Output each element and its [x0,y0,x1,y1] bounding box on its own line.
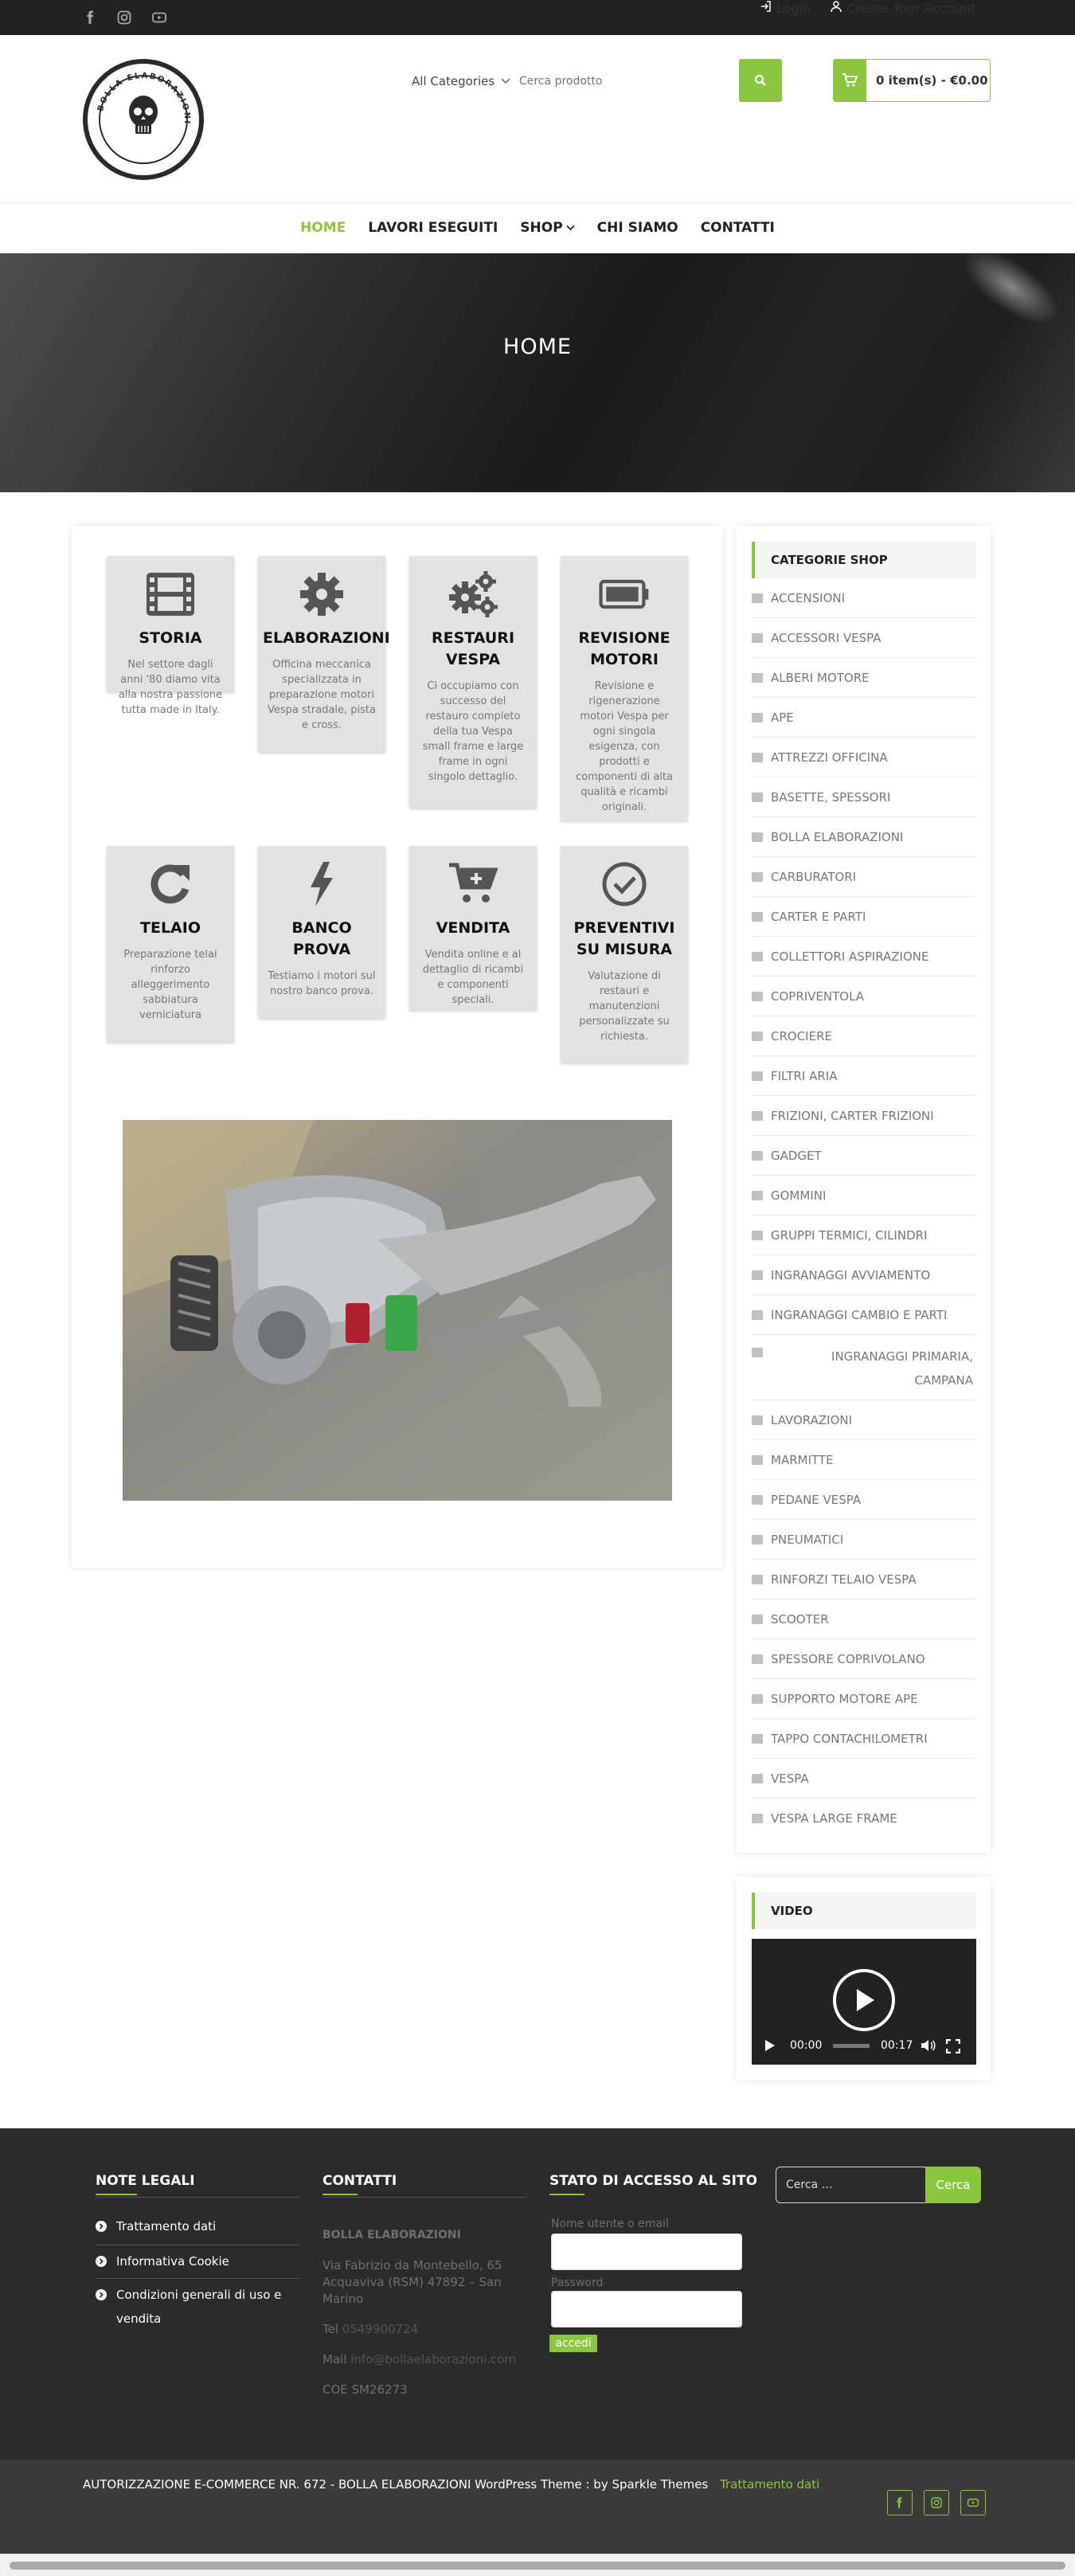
category-label: MARMITTE [771,1452,834,1467]
category-label: LAVORAZIONI [771,1412,853,1427]
logo-ring-text [88,64,199,175]
category-label: ATTREZZI OFFICINA [771,750,888,765]
sidebar-category-item[interactable] [752,1016,976,1056]
folder-icon [752,1495,763,1505]
chevron-down-icon [501,78,510,84]
nav-label: CONTATTI [700,220,775,236]
privacy-link[interactable]: Trattamento dati [720,2477,820,2492]
sidebar-category-item[interactable] [752,817,976,857]
sidebar-categories-title: CATEGORIE SHOP [752,542,976,578]
footer-search-input[interactable]: Cerca … [776,2167,933,2203]
feature-storia[interactable] [107,556,234,716]
sidebar-category-item[interactable] [752,1679,976,1719]
folder-icon [752,1415,763,1425]
folder-icon [752,832,763,842]
category-select-value: All Categories [412,74,495,88]
footer-divider [322,2197,526,2198]
footer-link-label: Trattamento dati [116,2219,217,2233]
category-label: GOMMINI [771,1188,827,1203]
bottom-bar [0,2460,1075,2554]
footer-email [322,2351,516,2368]
feature-preventivi[interactable] [561,846,688,1063]
sidebar-category-item[interactable] [752,578,976,618]
category-label: TAPPO CONTACHILOMETRI [771,1731,928,1746]
category-label: APE [771,710,794,725]
footer-facebook-icon[interactable] [887,2490,913,2515]
footer-link-condizioni-generali[interactable] [96,2283,299,2331]
feature-title: PREVENTIVI SU MISURA [573,919,675,958]
sidebar-category-item[interactable] [752,1255,976,1295]
chevron-circle-right-icon [96,2289,107,2300]
user-icon [830,0,842,13]
sidebar-category-item[interactable] [752,1056,976,1096]
footer-coe: COE SM26273 [322,2382,408,2397]
category-label: VESPA [771,1771,809,1786]
username-label: Nome utente o email [551,2218,669,2230]
feature-description: Ci occupiamo con successo del restauro completo della tua Vespa small frame e large frame in ogni singolo dettaglio. [422,680,524,783]
folder-icon [752,1575,763,1584]
footer-divider [96,2278,299,2279]
sidebar-category-item[interactable] [752,1136,976,1176]
feature-telaio[interactable] [107,846,234,1042]
phone-number[interactable]: 0549900724 [342,2322,419,2336]
page-title: HOME [503,335,572,359]
battery-icon [599,570,650,618]
password-input[interactable] [551,2291,742,2327]
feature-revisione-motori[interactable] [561,556,688,820]
facebook-icon[interactable] [83,10,99,25]
main-nav [0,215,1075,241]
sidebar-category-item[interactable] [752,1560,976,1599]
film-icon [145,570,196,618]
fullscreen-icon[interactable] [946,2039,960,2053]
feature-title: STORIA [139,629,202,647]
feature-title: TELAIO [140,919,201,937]
copyright-text [83,2477,819,2492]
sidebar-category-item[interactable] [752,1295,976,1335]
footer-contacts-title: CONTATTI [322,2173,397,2189]
footer-heading-underline [549,2194,584,2195]
feature-elaborazioni[interactable] [258,556,390,752]
gear-icon [296,570,347,618]
folder-icon [752,1111,763,1121]
gears-icon [448,570,498,618]
video-widget-title: VIDEO [752,1893,976,1929]
folder-icon [752,1071,763,1081]
nav-item-contatti[interactable] [701,215,775,241]
feature-description: Valutazione di restauri e manutenzioni personalizzate su richiesta. [579,970,670,1043]
sidebar-category-item[interactable] [752,738,976,777]
instagram-icon[interactable] [116,10,132,25]
folder-icon [752,912,763,922]
folder-icon [752,1654,763,1664]
login-link[interactable] [760,0,811,16]
sidebar-category-item[interactable] [752,1799,976,1838]
password-label: Password [551,2277,604,2289]
category-select[interactable] [412,70,515,92]
sidebar-category-item[interactable] [752,618,976,658]
sidebar-category-item[interactable] [752,1216,976,1255]
sidebar-category-item[interactable] [752,937,976,977]
vespa-frame-photo [123,1120,672,1501]
category-label: INGRANAGGI PRIMARIA, CAMPANA [831,1349,973,1388]
footer-instagram-icon[interactable] [924,2490,949,2515]
sidebar-category-item[interactable] [752,1400,976,1440]
folder-icon [752,1231,763,1240]
feature-title: ELABORAZIONI [263,629,390,647]
folder-icon [752,1615,763,1624]
footer-search-button[interactable]: Cerca [925,2167,981,2203]
category-label: INGRANAGGI AVVIAMENTO [771,1267,931,1282]
nav-label: SHOP [520,220,563,236]
login-icon [760,0,772,13]
category-label: PNEUMATICI [771,1532,844,1547]
footer-phone [322,2321,418,2338]
folder-icon [752,753,763,762]
folder-icon [752,1535,763,1544]
category-label: CARBURATORI [771,869,857,884]
chevron-down-icon [566,225,575,231]
volume-icon[interactable] [921,2039,936,2052]
folder-icon [752,1032,763,1041]
folder-icon [752,1694,763,1704]
footer-divider [96,2197,299,2198]
play-icon [852,1987,876,2014]
footer-company-name: BOLLA ELABORAZIONI [322,2229,461,2241]
category-label: FILTRI ARIA [771,1068,838,1083]
category-label: ACCESSORI VESPA [771,630,882,645]
cart-button[interactable] [833,59,991,102]
folder-icon [752,1151,763,1161]
check-circle-icon [599,860,650,908]
sidebar-category-item[interactable] [752,1520,976,1560]
video-play-overlay[interactable] [833,1969,895,2031]
nav-item-shop[interactable] [520,215,574,241]
sidebar-category-item[interactable] [752,1639,976,1679]
feature-restauri-vespa[interactable] [409,556,537,808]
sidebar-category-item[interactable] [752,1719,976,1759]
category-label: GRUPPI TERMICI, CILINDRI [771,1227,928,1243]
feature-description: Nel settore dagli anni '80 diamo vita alla nostra passione tutta made in Italy. [118,659,223,716]
feature-title: RESTAURI VESPA [431,629,515,668]
footer-link-label: Informativa Cookie [116,2254,229,2269]
folder-icon [752,713,763,722]
category-label: SPESSORE COPRIVOLANO [771,1651,925,1666]
folder-icon [752,1348,763,1357]
nav-divider [0,202,1075,203]
phone-label: Tel [322,2322,339,2336]
nav-item-chi-siamo[interactable] [597,215,678,241]
footer-youtube-icon[interactable] [960,2490,986,2515]
feature-title: VENDITA [436,919,510,937]
sidebar-category-item[interactable] [752,1440,976,1480]
youtube-icon[interactable] [151,10,167,25]
category-label: SUPPORTO MOTORE APE [771,1691,918,1706]
folder-icon [752,1310,763,1320]
folder-icon [752,593,763,603]
chevron-circle-right-icon [96,2221,107,2232]
feature-description: Testiamo i motori sul nostro banco prova. [268,970,376,997]
category-label: FRIZIONI, CARTER FRIZIONI [771,1108,934,1123]
feature-banco-prova[interactable] [258,846,385,1018]
sidebar-category-item[interactable] [752,698,976,738]
folder-icon [752,793,763,802]
folder-icon [752,1455,763,1465]
folder-icon [752,872,763,882]
cart-icon [833,59,866,102]
folder-icon [752,633,763,643]
sidebar-category-item[interactable] [752,897,976,937]
category-label: CROCIERE [771,1028,832,1043]
category-label: PEDANE VESPA [771,1492,862,1507]
create-account-link[interactable] [830,0,975,16]
category-label: GADGET [771,1148,822,1163]
video-progress-bar[interactable] [833,2044,870,2048]
chevron-circle-right-icon [96,2256,107,2267]
category-label: SCOOTER [771,1611,829,1627]
refresh-icon [145,860,196,908]
footer-link-trattamento-dati[interactable] [96,2214,216,2238]
nav-label: CHI SIAMO [596,220,678,236]
nav-item-lavori-eseguiti[interactable] [368,215,498,241]
search-input[interactable] [519,62,739,100]
category-label: VESPA LARGE FRAME [771,1811,897,1826]
scrollbar-thumb[interactable] [10,2562,1065,2570]
login-label: Login [776,1,811,16]
category-label: CARTER E PARTI [771,909,866,924]
category-label: BOLLA ELABORAZIONI [771,829,904,844]
sidebar-category-item[interactable] [752,1096,976,1136]
category-label: BASETTE, SPESSORI [771,789,891,805]
category-label: RINFORZI TELAIO VESPA [771,1572,917,1587]
cart-plus-icon [448,860,498,908]
feature-description: Officina meccanica specializzata in preparazione motori Vespa stradale, pista e cross. [268,659,376,731]
sidebar-category-item[interactable] [752,777,976,817]
category-label: COLLETTORI ASPIRAZIONE [771,949,929,964]
feature-vendita[interactable] [409,846,537,1010]
folder-icon [752,952,763,961]
category-label: INGRANAGGI CAMBIO E PARTI [771,1307,948,1322]
svg-text:BOLLA ELABORAZIONI [96,72,191,126]
folder-icon [752,1814,763,1823]
search-button[interactable] [739,59,782,102]
feature-description: Preparazione telai rinforzo alleggerimento sabbiatura verniciatura [123,949,217,1021]
login-submit-button[interactable]: accedi [549,2335,597,2352]
folder-icon [752,1734,763,1744]
folder-icon [752,1270,763,1280]
feature-description: Vendita online e al dettaglio di ricambi e componenti speciali. [422,949,524,1006]
create-account-label: Create Your Account [846,1,976,16]
nav-item-home[interactable] [300,215,346,241]
footer-address: Via Fabrizio da Montebello, 65 Acquaviva (RSM) 47892 – San Marino [322,2258,502,2306]
logo-text: BOLLA ELABORAZIONI [96,71,192,126]
category-label: COPRIVENTOLA [771,989,865,1004]
footer-legal-title: NOTE LEGALI [96,2173,195,2189]
username-input[interactable] [551,2233,742,2270]
footer-heading-underline [96,2194,137,2195]
nav-label: HOME [300,220,346,236]
folder-icon [752,673,763,683]
feature-description: Revisione e rigenerazione motori Vespa per ogni singola esigenza, con prodotti e componenti di alta qualità e ricambi originali. [576,680,673,813]
sidebar-category-item[interactable] [752,658,976,698]
sidebar-category-item[interactable] [752,1176,976,1216]
video-duration: 00:17 [881,2039,913,2052]
copyright-label: AUTORIZZAZIONE E-COMMERCE NR. 672 - BOLLA ELABORAZIONI WordPress Theme : by Sparkle Themes [83,2477,709,2492]
sidebar-category-item[interactable] [752,1599,976,1639]
play-button-icon[interactable] [764,2039,776,2052]
category-label: ACCENSIONI [771,590,846,605]
feature-title: REVISIONE MOTORI [578,629,670,668]
sidebar-category-item[interactable] [752,1759,976,1799]
sidebar-category-item[interactable] [752,857,976,897]
folder-icon [752,1774,763,1783]
folder-icon [752,992,763,1001]
sidebar-category-item[interactable] [752,977,976,1016]
sidebar-category-item[interactable] [752,1335,976,1400]
category-label: ALBERI MOTORE [771,670,870,685]
search-icon [754,74,767,87]
nav-label: LAVORI ESEGUITI [368,220,498,236]
cart-summary: 0 item(s) - €0.00 [876,73,988,88]
footer-heading-underline [322,2194,358,2195]
footer-link-informativa-cookie[interactable] [96,2249,229,2273]
email-link[interactable]: info@bollaelaborazioni.com [350,2352,516,2367]
bolt-icon [296,860,347,908]
page-banner [0,253,1075,492]
mail-label: Mail [322,2352,347,2367]
footer-link-label: Condizioni generali di uso e vendita [116,2288,282,2326]
footer-login-title: STATO DI ACCESSO AL SITO [549,2173,758,2189]
sidebar-category-item[interactable] [752,1480,976,1520]
video-current-time: 00:00 [790,2039,823,2052]
folder-icon [752,1191,763,1200]
feature-title: BANCO PROVA [291,919,352,958]
